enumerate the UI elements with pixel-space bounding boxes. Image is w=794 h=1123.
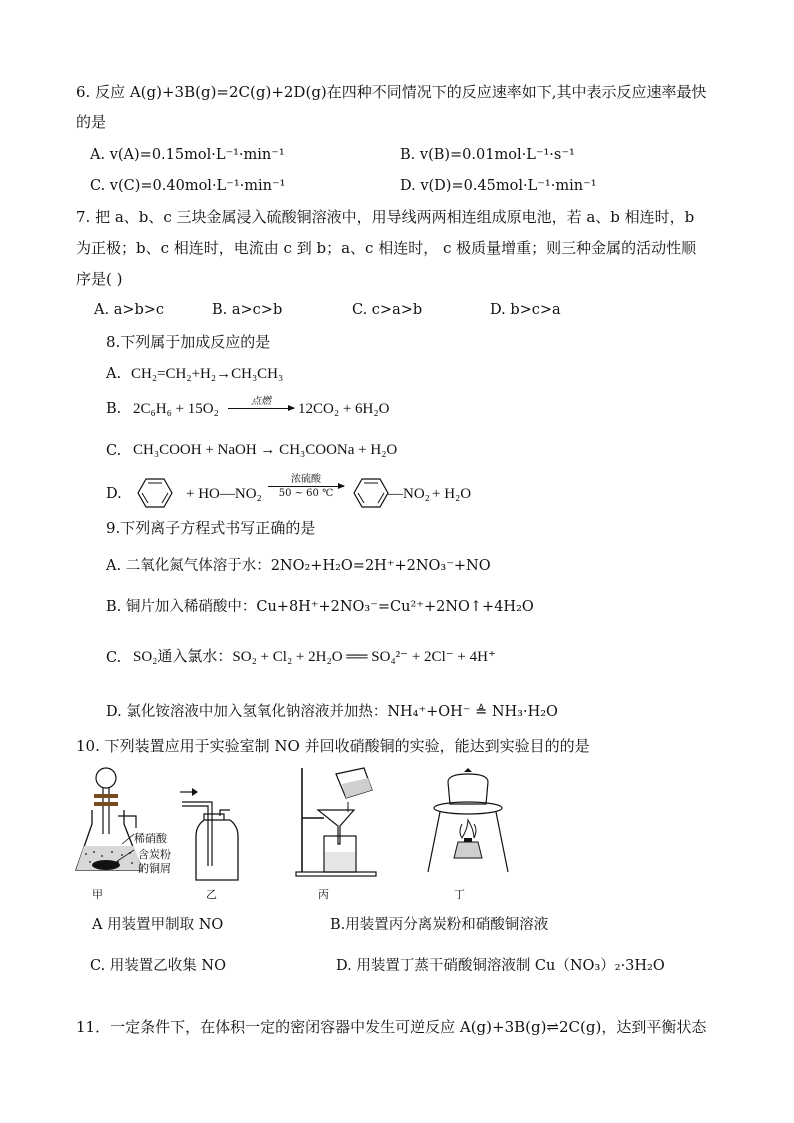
label-copper-with-carbon-line1: 含炭粉 xyxy=(138,848,171,861)
q6-option-a: A. v(A)=0.15mol·L⁻¹·min⁻¹ xyxy=(90,147,285,163)
q7-stem-line2: 为正极；b、c 相连时，电流由 c 到 b；a、c 相连时， c 极质量增重；则三种金属的活动性顺 xyxy=(76,239,697,257)
q6-stem-line1: 6. 反应 A(g)+3B(g)=2C(g)+2D(g)在四种不同情况下的反应速率如下,其中表示反应速率最快 xyxy=(76,83,707,101)
label-bing: 丙 xyxy=(318,888,329,901)
q11-stem: 11．一定条件下，在体积一定的密闭容器中发生可逆反应 A(g)+3B(g)⇌2C(g)，达到平衡状态 xyxy=(76,1018,707,1036)
q7-option-b: B. a>c>b xyxy=(212,302,283,318)
apparatus-yi-gas-bottle-icon xyxy=(176,786,246,882)
q8-option-d-water: + H₂O xyxy=(432,486,472,502)
q6-stem-line2: 的是 xyxy=(76,113,107,131)
q7-option-d: D. b>c>a xyxy=(490,302,561,318)
q8-stem: 8.下列属于加成反应的是 xyxy=(106,333,271,351)
q8-option-d-condition-bottom: 50 ~ 60 ℃ xyxy=(278,488,334,499)
q9-option-d: D. 氯化铵溶液中加入氢氧化钠溶液并加热：NH₄⁺+OH⁻ ≜ NH₃·H₂O xyxy=(106,704,558,720)
q6-option-c: C. v(C)=0.40mol·L⁻¹·min⁻¹ xyxy=(90,178,286,194)
q8-option-b-condition: 点燃 xyxy=(251,396,271,407)
q8-option-d-reagent: + HO—NO₂ xyxy=(186,486,262,502)
benzene-ring-product-icon xyxy=(352,476,390,510)
label-jia: 甲 xyxy=(92,888,103,901)
q7-stem-line3: 序是( ) xyxy=(76,270,123,288)
q10-option-b: B.用装置丙分离炭粉和硝酸铜溶液 xyxy=(330,917,549,933)
q6-option-b: B. v(B)=0.01mol·L⁻¹·s⁻¹ xyxy=(400,147,575,163)
q8-option-b-right: 12CO₂ + 6H₂O xyxy=(298,401,390,417)
q8-option-a-label: A. xyxy=(106,366,122,382)
q8-option-b-arrow xyxy=(228,393,298,413)
label-yi: 乙 xyxy=(206,888,217,901)
q8-option-a: CH₂=CH₂+H₂→CH₃CH₃ xyxy=(131,366,284,382)
q9-option-b: B. 铜片加入稀硝酸中：Cu+8H⁺+2NO₃⁻=Cu²⁺+2NO↑+4H₂O xyxy=(106,599,534,615)
apparatus-bing-filter-icon xyxy=(294,764,386,884)
q8-option-b-label: B. xyxy=(106,401,122,417)
q8-option-d-condition-top: 浓硫酸 xyxy=(291,474,321,485)
q8-option-b-left: 2C₆H₆ + 15O₂ xyxy=(133,401,219,417)
q10-stem: 10. 下列装置应用于实验室制 NO 并回收硝酸铜的实验，能达到实验目的的是 xyxy=(76,737,590,755)
apparatus-ding-evaporation-icon xyxy=(424,768,514,880)
apparatus-jia-flask-icon xyxy=(72,764,192,882)
q9-option-c-label: C. xyxy=(106,650,122,666)
q7-stem-line1: 7. 把 a、b、c 三块金属浸入硫酸铜溶液中，用导线两两相连组成原电池，若 a、b 相连时，b xyxy=(76,208,695,226)
q10-option-c: C. 用装置乙收集 NO xyxy=(90,958,226,974)
label-dilute-nitric-acid: 稀硝酸 xyxy=(134,832,167,845)
q7-option-c: C. c>a>b xyxy=(352,302,423,318)
q8-option-d-arrow xyxy=(268,474,348,499)
q8-option-c: CH₃COOH + NaOH → CH₃COONa + H₂O xyxy=(133,442,398,458)
q10-option-a: A 用装置甲制取 NO xyxy=(92,917,224,933)
q6-option-d: D. v(D)=0.45mol·L⁻¹·min⁻¹ xyxy=(400,178,597,194)
benzene-ring-icon xyxy=(136,476,174,510)
label-ding: 丁 xyxy=(454,888,465,901)
q8-option-d-label: D. xyxy=(106,486,122,502)
q8-option-d-product: —NO₂ xyxy=(388,486,430,502)
label-copper-with-carbon-line2: 的铜屑 xyxy=(138,862,171,875)
q8-option-c-label: C. xyxy=(106,443,122,459)
q7-option-a: A. a>b>c xyxy=(94,302,165,318)
q10-option-d: D. 用装置丁蒸干硝酸铜溶液制 Cu（NO₃）₂·3H₂O xyxy=(336,958,665,974)
q9-stem: 9.下列离子方程式书写正确的是 xyxy=(106,519,316,537)
q9-option-c: SO₂通入氯水：SO₂ + Cl₂ + 2H₂O ══ SO₄²⁻ + 2Cl⁻ + 4H⁺ xyxy=(133,649,496,665)
q9-option-a: A. 二氧化氮气体溶于水：2NO₂+H₂O=2H⁺+2NO₃⁻+NO xyxy=(106,558,491,574)
